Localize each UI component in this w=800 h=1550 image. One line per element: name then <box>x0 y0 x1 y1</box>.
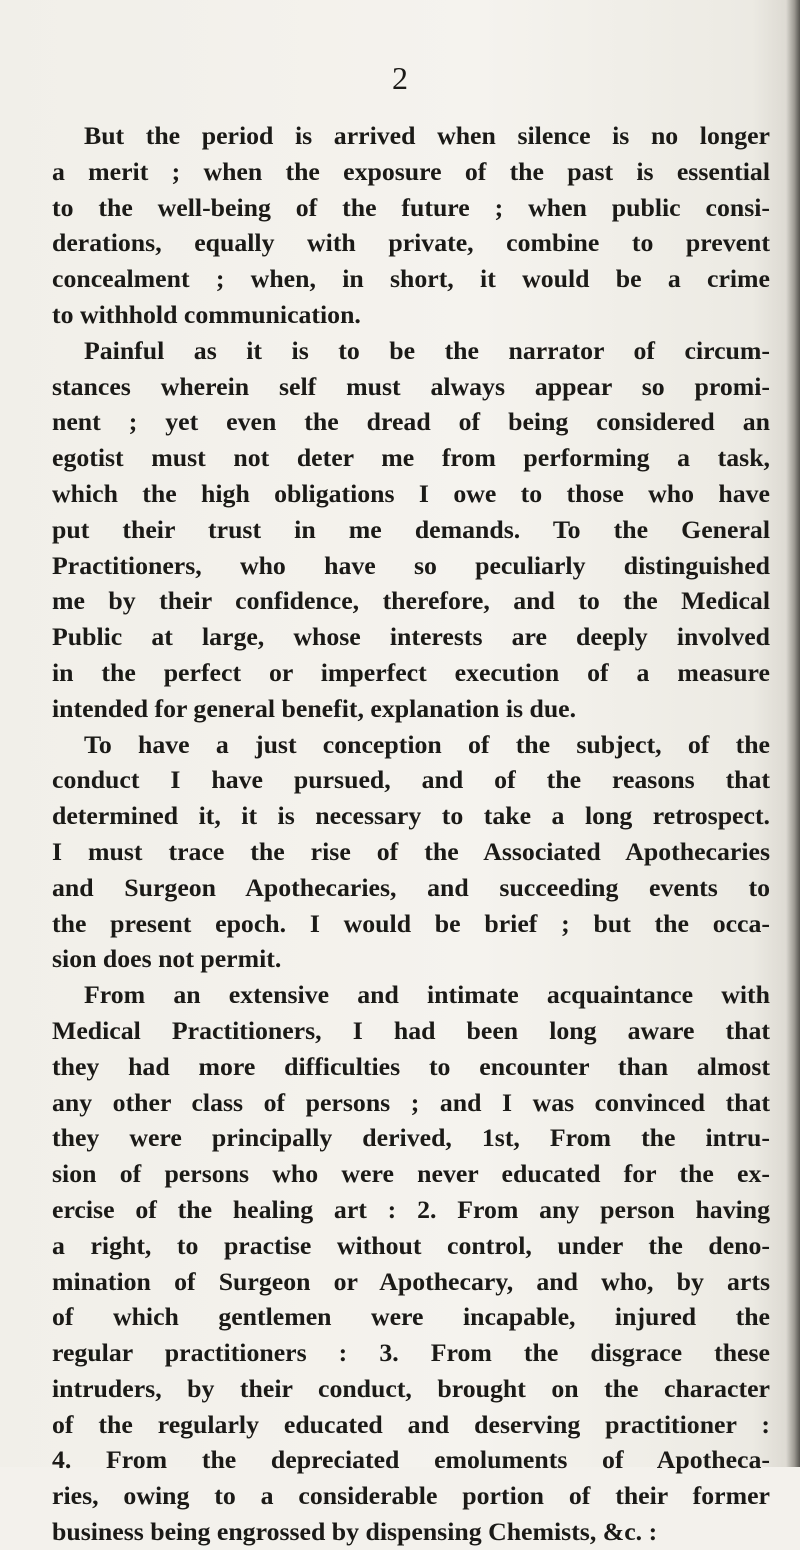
text-line: to withhold communication. <box>52 299 361 329</box>
text-line: any other class of persons ; and I was convinced that <box>52 1087 770 1117</box>
text-line: stances wherein self must always appear so promi- <box>52 371 770 401</box>
text-line: a merit ; when the exposure of the past is essential <box>52 156 770 186</box>
text-line: sion of persons who were never educated for the ex- <box>52 1159 770 1189</box>
page-number: 2 <box>392 60 408 96</box>
text-line: Medical Practitioners, I had been long aware that <box>52 1015 770 1045</box>
text-line: mination of Surgeon or Apothecary, and who, by arts <box>52 1266 770 1296</box>
text-line: of which gentlemen were incapable, injured the <box>52 1302 770 1332</box>
text-line: egotist must not deter me from performing a task, <box>52 443 770 473</box>
text-line: determined it, it is necessary to take a long retrospect. <box>52 801 770 831</box>
text-line: business being engrossed by dispensing Chemists, &c. : <box>52 1517 658 1547</box>
text-line: concealment ; when, in short, it would be a crime <box>52 264 770 294</box>
text-line: From an extensive and intimate acquaintance with <box>84 980 770 1010</box>
text-line: regular practitioners : 3. From the disgrace these <box>52 1338 770 1368</box>
text-line: ercise of the healing art : 2. From any person having <box>52 1194 770 1224</box>
text-line: I must trace the rise of the Associated Apothecaries <box>52 836 770 866</box>
text-line: Painful as it is to be the narrator of circum- <box>84 335 770 365</box>
text-line: a right, to practise without control, under the deno- <box>52 1230 770 1260</box>
text-line: derations, equally with private, combine to prevent <box>52 228 770 258</box>
text-line: But the period is arrived when silence is no longer <box>84 121 770 150</box>
text-line: To have a just conception of the subject, of the <box>84 729 770 759</box>
text-line: sion does not permit. <box>52 944 282 974</box>
page-edge-shadow <box>786 0 800 1467</box>
text-line: me by their confidence, therefore, and to the Medical <box>52 586 770 616</box>
text-line: 4. From the depreciated emoluments of Apotheca- <box>52 1445 770 1475</box>
text-line: they were principally derived, 1st, From the intru- <box>52 1123 770 1153</box>
text-line: put their trust in me demands. To the General <box>52 514 770 544</box>
text-line: of the regularly educated and deserving practitioner : <box>52 1409 770 1439</box>
text-line: intended for general benefit, explanation is due. <box>52 693 577 723</box>
text-line: they had more difficulties to encounter than almost <box>52 1051 770 1081</box>
text-line: to the well-being of the future ; when public consi- <box>52 192 770 222</box>
text-line: which the high obligations I owe to those who have <box>52 478 770 508</box>
text-line: the present epoch. I would be brief ; but the occa- <box>52 908 770 938</box>
body-text <box>52 118 770 1550</box>
text-line: in the perfect or imperfect execution of a measure <box>52 657 770 687</box>
text-line: ries, owing to a considerable portion of their former <box>52 1481 770 1511</box>
text-line: and Surgeon Apothecaries, and succeeding events to <box>52 872 770 902</box>
text-line: conduct I have pursued, and of the reasons that <box>52 765 770 795</box>
text-line: Public at large, whose interests are deeply involved <box>52 622 770 652</box>
text-line: Practitioners, who have so peculiarly distinguished <box>52 550 770 580</box>
text-line: nent ; yet even the dread of being considered an <box>52 407 770 437</box>
text-line: intruders, by their conduct, brought on the character <box>52 1373 770 1403</box>
